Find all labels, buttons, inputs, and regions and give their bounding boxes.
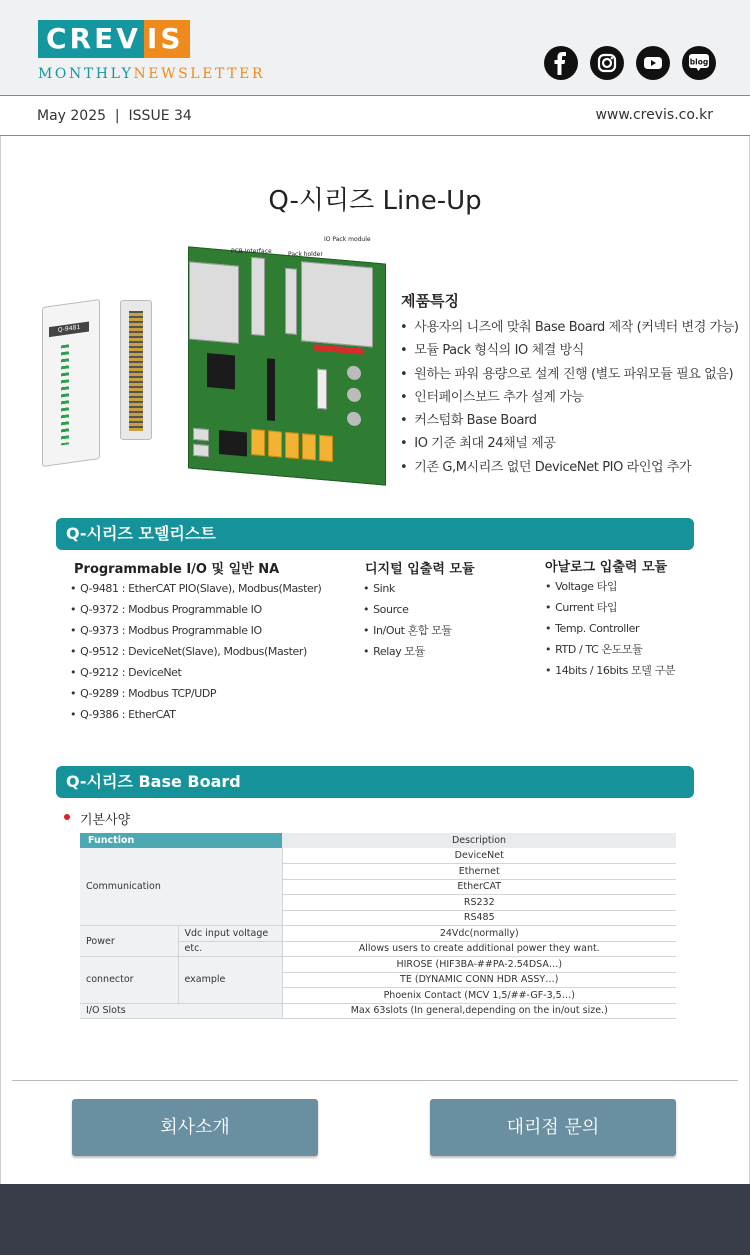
column-header-function: Function [80, 833, 282, 848]
table-row: EtherCAT [80, 879, 676, 895]
list-item: • Q-9481 : EtherCAT PIO(Slave), Modbus(Master) [70, 578, 321, 599]
io-pack-label: IO Pack module [324, 236, 371, 243]
comm-label: Communication [80, 848, 282, 926]
programmable-list [70, 578, 321, 725]
table-row: Phoenix Contact (MCV 1,5/##-GF-3,5…) [80, 988, 676, 1004]
feature-item: • 사용자의 니즈에 맞춰 Base Board 제작 (커넥터 변경 가능) [400, 316, 739, 339]
feature-item: • 인터페이스보드 추가 설계 가능 [400, 386, 739, 409]
table-row: Ethernet [80, 864, 676, 880]
list-item: • Q-9512 : DeviceNet(Slave), Modbus(Master) [70, 641, 321, 662]
svg-text:blog: blog [689, 57, 709, 67]
issue-info: May 2025 | ISSUE 34 [37, 108, 192, 124]
page-title: Q-시리즈 Line-Up [268, 186, 482, 216]
table-header-row [80, 833, 676, 848]
list-item: • Q-9386 : EtherCAT [70, 704, 321, 725]
issue-bar [0, 95, 750, 136]
power-label: Power [80, 926, 178, 957]
base-board-header: Q-시리즈 Base Board [56, 766, 694, 798]
instagram-icon[interactable] [590, 46, 624, 80]
list-item: • Relay 모듈 [363, 641, 452, 662]
digital-list [363, 578, 452, 662]
feature-item: • 기존 G,M시리즈 없던 DeviceNet PIO 라인업 추가 [400, 456, 739, 479]
header [0, 0, 750, 95]
table-row: TE (DYNAMIC CONN HDR ASSY…) [80, 972, 676, 988]
list-item: • Temp. Controller [545, 618, 675, 639]
table-row: I/O Slots Max 63slots (In general,depending on the in/out size.) [80, 1003, 676, 1019]
feature-item: • 원하는 파워 용량으로 설계 진행 (별도 파워모듈 필요 없음) [400, 363, 739, 386]
programmable-title: Programmable I/O 및 일반 NA [74, 562, 280, 577]
feature-item: • 커스텀화 Base Board [400, 409, 739, 432]
slots-label: I/O Slots [80, 1003, 282, 1019]
youtube-icon[interactable] [636, 46, 670, 80]
list-item: • Source [363, 599, 452, 620]
features-title: 제품특징 [401, 292, 459, 310]
analog-title: 아날로그 입출력 모듈 [545, 560, 668, 575]
table-row: Communication DeviceNet [80, 848, 676, 864]
feature-item: • 모듈 Pack 형식의 IO 체결 방식 [400, 339, 739, 362]
pack-holder-label: Pack holder [288, 251, 323, 258]
divider [12, 1080, 738, 1081]
list-item: • Voltage 타입 [545, 576, 675, 597]
footer [0, 1184, 750, 1255]
website-link[interactable]: www.crevis.co.kr [595, 107, 713, 123]
spec-table [80, 833, 676, 1019]
analog-list [545, 576, 675, 681]
spec-label: 기본사양 [80, 813, 131, 828]
list-item: • In/Out 혼합 모듈 [363, 620, 452, 641]
table-row: Power Vdc input voltage 24Vdc(normally) [80, 926, 676, 942]
list-item: • Current 타입 [545, 597, 675, 618]
list-item: • Q-9372 : Modbus Programmable IO [70, 599, 321, 620]
dealer-inquiry-button[interactable]: 대리점 문의 [430, 1099, 676, 1156]
model-list-header: Q-시리즈 모델리스트 [56, 518, 694, 550]
table-row: connector example HIROSE (HIF3BA-##PA-2.54DSA…) [80, 957, 676, 973]
social-links [544, 46, 716, 80]
q-module-image: Q-9481 [42, 299, 100, 467]
feature-item: • IO 기준 최대 24채널 제공 [400, 432, 739, 455]
base-board-image [188, 246, 386, 485]
blog-icon[interactable] [682, 46, 716, 80]
list-item: • RTD / TC 온도모듈 [545, 639, 675, 660]
list-item: • Sink [363, 578, 452, 599]
digital-title: 디지털 입출력 모듈 [365, 562, 475, 577]
table-row: RS232 [80, 895, 676, 911]
list-item: • Q-9212 : DeviceNet [70, 662, 321, 683]
company-intro-button[interactable]: 회사소개 [72, 1099, 318, 1156]
crevis-logo[interactable]: CREV IS [38, 20, 190, 58]
facebook-icon[interactable] [544, 46, 578, 80]
column-header-description: Description [282, 833, 676, 848]
table-row: etc. Allows users to create additional power they want. [80, 941, 676, 957]
pcb-interface-label: PCB Interface [231, 248, 272, 255]
features-list [400, 316, 739, 479]
list-item: • Q-9289 : Modbus TCP/UDP [70, 683, 321, 704]
bullet-dot-icon [64, 814, 70, 820]
tagline: MONTHLYNEWSLETTER [38, 66, 266, 82]
list-item: • Q-9373 : Modbus Programmable IO [70, 620, 321, 641]
q-module-side-image [120, 300, 152, 440]
connector-label: connector [80, 957, 178, 1004]
list-item: • 14bits / 16bits 모델 구분 [545, 660, 675, 681]
table-row: RS485 [80, 910, 676, 926]
